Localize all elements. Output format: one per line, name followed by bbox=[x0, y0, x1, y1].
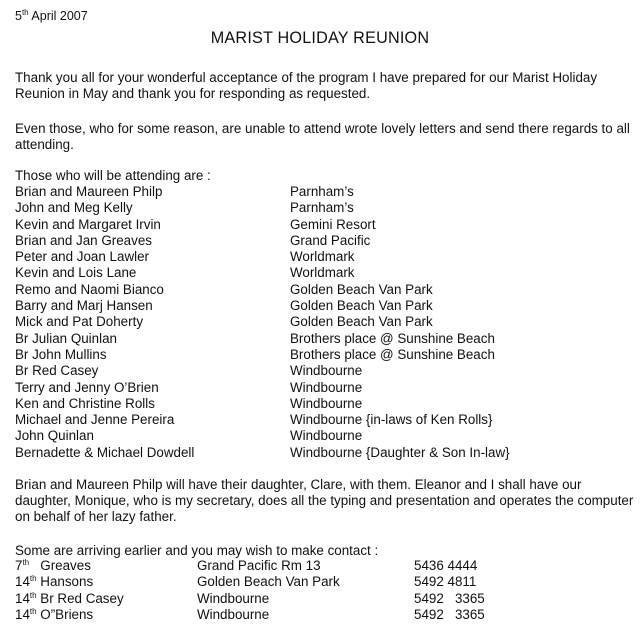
attendee-row bbox=[15, 282, 635, 298]
paragraph-thanks: Thank you all for your wonderful acceptance of the program I have prepared for our Marist Holiday Reunion in May and thank you for responding as requested. bbox=[15, 70, 598, 101]
attendee-name: Barry and Marj Hansen bbox=[15, 298, 153, 314]
contact-name: Hansons bbox=[36, 574, 94, 590]
attendees-list bbox=[15, 184, 635, 461]
contact-phone: 5492 3365 bbox=[414, 590, 485, 606]
contact-day-suffix: th bbox=[29, 574, 37, 584]
contact-day: 14 bbox=[15, 606, 30, 622]
attendee-row bbox=[15, 331, 635, 347]
attendee-name: Mick and Pat Doherty bbox=[15, 314, 144, 330]
contact-row bbox=[15, 591, 635, 607]
attendee-accommodation: Gemini Resort bbox=[290, 216, 376, 232]
attendee-row bbox=[15, 233, 635, 249]
attendee-name: Br Red Casey bbox=[15, 363, 99, 379]
contact-day-suffix: th bbox=[22, 558, 30, 567]
attendee-accommodation: Parnham’s bbox=[290, 184, 354, 199]
contact-name: Br Red Casey bbox=[36, 590, 124, 606]
contact-day: 14 bbox=[15, 574, 30, 590]
attendee-row bbox=[15, 363, 635, 379]
attendee-name: Br John Mullins bbox=[15, 346, 107, 362]
attendee-accommodation: Worldmark bbox=[290, 249, 355, 265]
attendee-accommodation: Golden Beach Van Park bbox=[290, 314, 433, 330]
attendee-name: Br Julian Quinlan bbox=[15, 330, 117, 346]
paragraph-family: Brian and Maureen Philp will have their daughter, Clare, with them. Eleanor and I shall have our daughter, Monique, who is my secretary, does all the typing and presentation and operates the computer on behalf of her lazy father. bbox=[15, 477, 634, 524]
contact-name: Greaves bbox=[29, 558, 91, 573]
attendee-name: John and Meg Kelly bbox=[15, 200, 133, 216]
attendee-name: Brian and Maureen Philp bbox=[15, 184, 163, 199]
attendee-accommodation: Windbourne bbox=[290, 428, 363, 444]
contact-day: 7 bbox=[15, 558, 23, 573]
paragraph-apologies: Even those, who for some reason, are unable to attend wrote lovely letters and send there regards to all attending. bbox=[15, 121, 630, 152]
contact-row bbox=[15, 558, 635, 574]
contact-label bbox=[15, 607, 93, 623]
attendee-row bbox=[15, 265, 635, 281]
contact-phone: 5436 4444 bbox=[414, 558, 478, 573]
attendee-row bbox=[15, 200, 635, 216]
attendee-row bbox=[15, 249, 635, 265]
contact-phone: 5492 4811 bbox=[414, 574, 477, 590]
date-rest: April 2007 bbox=[28, 9, 88, 23]
attendee-accommodation: Worldmark bbox=[290, 265, 355, 281]
attendee-accommodation: Brothers place @ Sunshine Beach bbox=[290, 346, 495, 362]
contact-day: 14 bbox=[15, 590, 30, 606]
contact-accommodation: Windbourne bbox=[197, 590, 270, 606]
contact-label bbox=[15, 574, 93, 590]
contact-accommodation: Golden Beach Van Park bbox=[197, 574, 340, 590]
attendee-name: Michael and Jenne Pereira bbox=[15, 412, 175, 428]
attendee-accommodation: Parnham’s bbox=[290, 200, 354, 216]
attendee-row bbox=[15, 217, 635, 233]
attendee-name: Kevin and Lois Lane bbox=[15, 265, 137, 281]
attendees-intro: Those who will be attending are : bbox=[15, 168, 211, 183]
attendee-row bbox=[15, 347, 635, 363]
contact-row bbox=[15, 607, 635, 623]
attendee-row bbox=[15, 445, 635, 461]
contact-label bbox=[15, 591, 124, 607]
contact-phone: 5492 3365 bbox=[414, 606, 485, 622]
attendee-accommodation: Brothers place @ Sunshine Beach bbox=[290, 330, 495, 346]
attendee-row bbox=[15, 298, 635, 314]
attendee-row bbox=[15, 184, 635, 200]
attendee-name: Kevin and Margaret Irvin bbox=[15, 216, 161, 232]
date-day: 5 bbox=[15, 9, 22, 23]
attendee-row bbox=[15, 412, 635, 428]
contact-accommodation: Windbourne bbox=[197, 606, 270, 622]
attendee-row bbox=[15, 396, 635, 412]
attendee-name: John Quinlan bbox=[15, 428, 94, 444]
attendee-accommodation: Golden Beach Van Park bbox=[290, 281, 433, 297]
attendee-name: Terry and Jenny O’Brien bbox=[15, 379, 159, 395]
contact-label bbox=[15, 558, 91, 574]
attendee-accommodation: Golden Beach Van Park bbox=[290, 298, 433, 314]
contacts-intro: Some are arriving earlier and you may wish to make contact : bbox=[15, 543, 379, 558]
attendee-accommodation: Grand Pacific bbox=[290, 232, 371, 248]
contact-name: O”Briens bbox=[36, 606, 94, 622]
contact-day-suffix: th bbox=[29, 606, 37, 616]
attendee-name: Bernadette & Michael Dowdell bbox=[15, 444, 195, 460]
contact-accommodation: Grand Pacific Rm 13 bbox=[197, 558, 321, 573]
attendee-accommodation: Windbourne {in-laws of Ken Rolls} bbox=[290, 412, 493, 428]
attendee-row bbox=[15, 428, 635, 444]
date-suffix: th bbox=[21, 8, 29, 17]
contact-row bbox=[15, 574, 635, 590]
attendee-name: Ken and Christine Rolls bbox=[15, 395, 155, 411]
contact-day-suffix: th bbox=[29, 590, 37, 600]
attendee-row bbox=[15, 380, 635, 396]
document-title: MARIST HOLIDAY REUNION bbox=[210, 29, 430, 47]
attendee-accommodation: Windbourne bbox=[290, 395, 363, 411]
letter-date bbox=[15, 8, 88, 24]
attendee-row bbox=[15, 314, 635, 330]
attendee-accommodation: Windbourne bbox=[290, 379, 363, 395]
contacts-list bbox=[15, 558, 635, 623]
attendee-accommodation: Windbourne {Daughter & Son In-law} bbox=[290, 444, 510, 460]
attendee-name: Peter and Joan Lawler bbox=[15, 249, 149, 265]
attendee-name: Remo and Naomi Bianco bbox=[15, 281, 164, 297]
attendee-name: Brian and Jan Greaves bbox=[15, 232, 152, 248]
attendee-accommodation: Windbourne bbox=[290, 363, 363, 379]
